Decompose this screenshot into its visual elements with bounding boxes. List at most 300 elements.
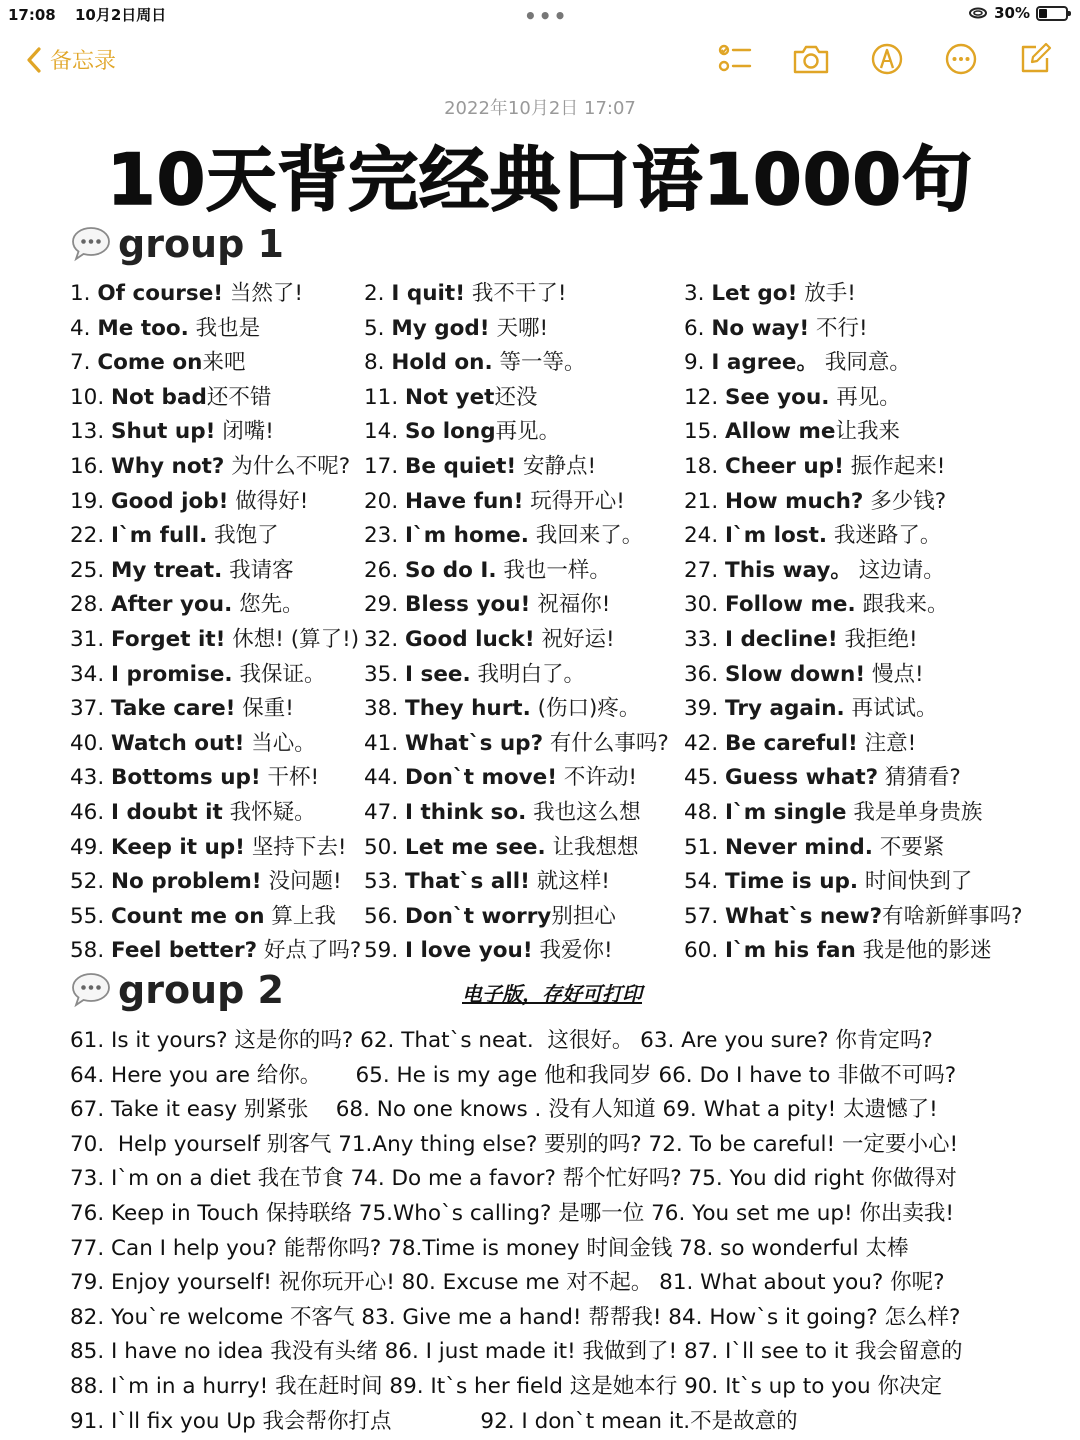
phrase-item bbox=[70, 622, 359, 653]
phrase-english: So long bbox=[405, 419, 496, 445]
phrase-chinese: 当心。 bbox=[244, 730, 316, 756]
phrase-number: 20. bbox=[364, 488, 406, 514]
phrase-number: 11. bbox=[364, 384, 406, 410]
phrase-chinese: 我明白了。 bbox=[470, 661, 585, 687]
phrase-item bbox=[684, 380, 901, 411]
phrase-item bbox=[364, 484, 625, 515]
phrase-number: 51. bbox=[684, 834, 726, 860]
phrase-item bbox=[684, 899, 1023, 930]
status-left bbox=[8, 4, 180, 25]
phrase-item bbox=[364, 899, 616, 930]
phrase-english: Shut up! bbox=[111, 419, 216, 445]
phrase-number: 52. bbox=[70, 869, 112, 895]
chevron-left-icon bbox=[26, 46, 42, 74]
status-time: 17:08 bbox=[8, 6, 56, 24]
group1-title: group 1 bbox=[118, 222, 284, 266]
phrase-number: 36. bbox=[684, 661, 726, 687]
phrase-item bbox=[364, 726, 669, 757]
phrase-row bbox=[0, 726, 1080, 760]
phrase-english: No way! bbox=[711, 315, 810, 341]
link-icon bbox=[968, 6, 988, 20]
phrase-english: My treat. bbox=[111, 557, 223, 583]
phrase-english: Never mind. bbox=[725, 834, 873, 860]
phrase-number: 45. bbox=[684, 765, 726, 791]
phrase-line: 64. Here you are 给你。 65. He is my age 他和我同岁 66. Do I have to 非做不可吗? bbox=[70, 1062, 957, 1088]
phrase-number: 40. bbox=[70, 730, 112, 756]
phrase-row bbox=[0, 276, 1080, 310]
phrase-item bbox=[684, 657, 924, 688]
speech-bubble-icon bbox=[70, 225, 112, 263]
phrase-number: 23. bbox=[364, 523, 406, 549]
phrase-number: 60. bbox=[684, 938, 726, 964]
phrase-item bbox=[70, 899, 336, 930]
phrase-row bbox=[0, 345, 1080, 379]
phrase-item bbox=[364, 830, 639, 861]
phrase-english: Not yet bbox=[405, 384, 495, 410]
phrase-chinese: 再见。 bbox=[495, 419, 561, 445]
phrase-number: 54. bbox=[684, 869, 726, 895]
phrase-item bbox=[70, 449, 350, 480]
phrase-chinese: 天哪! bbox=[489, 315, 549, 341]
phrase-item bbox=[364, 276, 566, 307]
checklist-icon[interactable] bbox=[718, 42, 752, 76]
phrase-english: Let go! bbox=[711, 281, 798, 306]
phrase-line: 67. Take it easy 别紧张 68. No one knows . 没有人知道 69. What a pity! 太遗憾了! bbox=[70, 1097, 938, 1123]
phrase-item bbox=[70, 518, 279, 549]
phrase-chinese: 注意! bbox=[857, 730, 917, 756]
phrase-number: 30. bbox=[684, 592, 726, 618]
phrase-item bbox=[684, 276, 856, 307]
phrase-line: 76. Keep in Touch 保持联络 75.Who`s calling? 是哪一位 76. You set me up! 你出卖我! bbox=[70, 1201, 955, 1226]
phrase-number: 6. bbox=[684, 315, 712, 341]
phrase-chinese: 我是单身贵族 bbox=[846, 800, 983, 825]
phrase-item bbox=[364, 449, 596, 480]
phrase-line: 79. Enjoy yourself! 祝你玩开心! 80. Excuse me 对不起。 81. What about you? 你呢? bbox=[70, 1270, 945, 1296]
phrase-chinese: 再试试。 bbox=[844, 696, 938, 722]
back-button[interactable] bbox=[26, 44, 116, 75]
phrase-line: 91. I`ll fix you Up 我会帮你打点 92. I don`t mean it.不是故意的 bbox=[70, 1408, 798, 1434]
phrase-number: 31. bbox=[70, 627, 112, 652]
phrase-number: 3. bbox=[684, 281, 712, 306]
phrase-english: Allow me bbox=[725, 419, 836, 445]
phrase-row bbox=[0, 933, 1080, 967]
phrase-chinese: 我回来了。 bbox=[528, 523, 644, 549]
phrase-english: So do I. bbox=[405, 557, 497, 583]
phrase-english: My god! bbox=[391, 315, 490, 341]
phrase-chinese: 振作起来! bbox=[843, 454, 946, 479]
phrase-english: Bless you! bbox=[405, 592, 531, 618]
phrase-chinese: 算上我 bbox=[264, 903, 336, 929]
phrase-chinese: 别担心 bbox=[551, 903, 616, 929]
phrase-row bbox=[0, 553, 1080, 587]
phrase-english: I`m lost. bbox=[725, 523, 828, 549]
phrase-chinese: 我也是 bbox=[188, 315, 261, 341]
phrase-number: 43. bbox=[70, 765, 112, 791]
phrase-english: Cheer up! bbox=[725, 454, 844, 479]
back-label: 备忘录 bbox=[50, 49, 117, 74]
phrase-number: 46. bbox=[70, 800, 112, 825]
phrase-number: 42. bbox=[684, 730, 726, 756]
phrase-chinese: 为什么不呢? bbox=[224, 454, 351, 479]
phrase-item bbox=[364, 518, 643, 549]
phrase-english: Follow me. bbox=[725, 592, 856, 618]
phrase-row bbox=[0, 760, 1080, 794]
phrase-english: I love you! bbox=[405, 938, 533, 964]
phrase-english: I see. bbox=[405, 661, 471, 687]
phrase-english: Don`t move! bbox=[405, 765, 558, 791]
phrase-number: 55. bbox=[70, 903, 112, 929]
phrase-english: Good luck! bbox=[405, 627, 535, 652]
phrase-english: Slow down! bbox=[725, 661, 866, 687]
phrase-number: 50. bbox=[364, 834, 406, 860]
phrase-chinese: 这边请。 bbox=[851, 557, 945, 583]
phrase-number: 25. bbox=[70, 557, 112, 583]
phrase-item bbox=[364, 553, 611, 584]
phrase-item bbox=[70, 414, 274, 445]
phrase-row bbox=[0, 449, 1080, 483]
phrase-item bbox=[684, 518, 941, 549]
phrase-chinese: 就这样! bbox=[529, 869, 610, 895]
phrase-number: 48. bbox=[684, 800, 726, 825]
phrase-chinese: 不许动! bbox=[557, 765, 638, 791]
note-timestamp: 2022年10月2日 17:07 bbox=[444, 98, 636, 119]
phrase-number: 53. bbox=[364, 869, 406, 895]
phrase-number: 8. bbox=[364, 350, 392, 376]
phrase-item bbox=[70, 830, 346, 861]
phrase-chinese: 没问题! bbox=[261, 869, 342, 895]
phrase-chinese: 时间快到了 bbox=[858, 869, 973, 895]
phrase-chinese: 不要紧 bbox=[872, 834, 945, 860]
phrase-item bbox=[684, 622, 918, 653]
phrase-english: Of course! bbox=[97, 281, 224, 306]
phrase-english: After you. bbox=[111, 592, 233, 618]
phrase-english: Bottoms up! bbox=[111, 765, 261, 791]
phrase-chinese: 安静点! bbox=[516, 454, 597, 479]
phrase-number: 24. bbox=[684, 523, 726, 549]
compose-icon[interactable] bbox=[1018, 42, 1052, 76]
phrase-chinese: (伤口)疼。 bbox=[530, 696, 641, 722]
phrase-item bbox=[70, 795, 316, 826]
phrase-english: Good job! bbox=[111, 488, 229, 514]
phrase-item bbox=[684, 760, 961, 791]
phrase-chinese: 我也一样。 bbox=[496, 557, 611, 583]
phrase-item bbox=[364, 691, 640, 722]
phrase-item bbox=[364, 311, 548, 342]
phrase-item bbox=[70, 380, 271, 411]
phrase-english: I doubt it bbox=[111, 800, 223, 825]
phrase-chinese: 我同意。 bbox=[818, 350, 911, 376]
phrase-item bbox=[684, 484, 946, 515]
phrase-number: 41. bbox=[364, 730, 406, 756]
phrase-number: 26. bbox=[364, 557, 406, 583]
phrase-row bbox=[0, 518, 1080, 552]
phrase-number: 7. bbox=[70, 350, 98, 376]
phrase-number: 34. bbox=[70, 661, 112, 687]
phrase-number: 59. bbox=[364, 938, 406, 964]
phrase-item bbox=[684, 795, 982, 826]
phrase-item bbox=[684, 414, 900, 445]
phrase-row bbox=[0, 899, 1080, 933]
phrase-chinese: 我拒绝! bbox=[837, 627, 918, 652]
phrase-item bbox=[684, 553, 945, 584]
group2-title: group 2 bbox=[118, 968, 284, 1012]
phrase-item bbox=[684, 345, 911, 376]
phrase-row bbox=[0, 795, 1080, 829]
phrase-item bbox=[364, 864, 610, 895]
phrase-english: I`m his fan bbox=[725, 938, 856, 964]
phrase-item bbox=[684, 864, 972, 895]
phrase-number: 39. bbox=[684, 696, 726, 722]
phrase-line: 88. I`m in a hurry! 我在赶时间 89. It`s her field 这是她本行 90. It`s up to you 你决定 bbox=[70, 1374, 943, 1399]
phrase-row bbox=[0, 380, 1080, 414]
phrase-item bbox=[684, 933, 992, 964]
phrase-english: This way。 bbox=[725, 557, 852, 583]
status-right bbox=[968, 4, 1068, 22]
phrase-item bbox=[70, 657, 325, 688]
phrase-english: I decline! bbox=[725, 627, 838, 652]
phrase-number: 49. bbox=[70, 834, 112, 860]
phrase-chinese: 祝好运! bbox=[534, 627, 615, 652]
phrase-row bbox=[0, 864, 1080, 898]
phrase-number: 10. bbox=[70, 384, 112, 410]
phrase-english: See you. bbox=[725, 384, 830, 410]
phrase-chinese: 我保证。 bbox=[232, 661, 326, 687]
phrase-number: 32. bbox=[364, 627, 406, 652]
phrase-english: Time is up. bbox=[725, 869, 859, 895]
phrase-number: 22. bbox=[70, 523, 112, 549]
phrase-english: Take care! bbox=[111, 696, 236, 722]
speech-bubble-icon bbox=[70, 971, 112, 1009]
phrase-number: 57. bbox=[684, 903, 726, 929]
phrase-line: 61. Is it yours? 这是你的吗? 62. That`s neat. 这很好。 63. Are you sure? 你肯定吗? bbox=[70, 1028, 933, 1053]
phrase-number: 5. bbox=[364, 315, 392, 341]
phrase-english: Come on bbox=[97, 350, 203, 376]
phrase-chinese: 我饱了 bbox=[207, 523, 279, 549]
phrase-chinese: 保重! bbox=[235, 696, 294, 722]
phrase-english: I`m home. bbox=[405, 523, 529, 549]
phrase-chinese: 跟我来。 bbox=[855, 592, 949, 618]
phrase-item bbox=[70, 864, 342, 895]
phrase-item bbox=[364, 657, 585, 688]
battery-percent: 30% bbox=[994, 4, 1030, 22]
phrase-chinese: 闭嘴! bbox=[215, 419, 274, 445]
phrase-item bbox=[364, 345, 585, 376]
phrase-item bbox=[684, 726, 916, 757]
phrase-number: 21. bbox=[684, 488, 726, 514]
phrase-english: Count me on bbox=[111, 903, 265, 929]
phrase-number: 18. bbox=[684, 454, 726, 479]
battery-fill bbox=[1039, 9, 1047, 18]
phrase-chinese: 我请客 bbox=[222, 557, 294, 583]
phrase-number: 16. bbox=[70, 454, 112, 479]
phrase-chinese: 我爱你! bbox=[532, 938, 613, 964]
phrase-english: I think so. bbox=[405, 800, 527, 825]
phrase-item bbox=[684, 691, 938, 722]
phrase-number: 33. bbox=[684, 627, 726, 652]
camera-icon[interactable] bbox=[792, 42, 830, 76]
phrase-item bbox=[70, 553, 294, 584]
phrase-english: Try again. bbox=[725, 696, 845, 722]
phrase-line: 73. I`m on a diet 我在节食 74. Do me a favor? 帮个忙好吗? 75. You did right 你做得对 bbox=[70, 1166, 957, 1192]
phrase-item bbox=[364, 795, 641, 826]
phrase-number: 35. bbox=[364, 661, 406, 687]
phrase-row bbox=[0, 587, 1080, 621]
phrase-row bbox=[0, 691, 1080, 725]
phrase-chinese: 我怀疑。 bbox=[222, 800, 316, 825]
phrase-row bbox=[0, 657, 1080, 691]
phrase-chinese: 多少钱? bbox=[863, 488, 947, 514]
phrase-english: Not bad bbox=[111, 384, 207, 410]
phrase-number: 15. bbox=[684, 419, 726, 445]
phrase-item bbox=[70, 587, 304, 618]
phrase-chinese: 慢点! bbox=[865, 661, 924, 687]
phrase-number: 27. bbox=[684, 557, 726, 583]
more-options-icon[interactable] bbox=[944, 42, 978, 76]
phrase-item bbox=[364, 760, 637, 791]
phrase-english: Don`t worry bbox=[405, 903, 552, 929]
phrase-chinese: 我是他的影迷 bbox=[855, 938, 992, 964]
phrase-item bbox=[364, 622, 615, 653]
phrase-number: 29. bbox=[364, 592, 406, 618]
phrase-english: Guess what? bbox=[725, 765, 879, 791]
phrase-number: 44. bbox=[364, 765, 406, 791]
phrase-item bbox=[70, 726, 316, 757]
phrase-item bbox=[684, 587, 948, 618]
phrase-item bbox=[70, 933, 361, 964]
phrase-english: How much? bbox=[725, 488, 864, 514]
phrase-english: No problem! bbox=[111, 869, 262, 895]
print-note: 电子版，存好可打印 bbox=[462, 982, 642, 1006]
phrase-chinese: 来吧 bbox=[202, 350, 246, 376]
phrase-chinese: 坚持下去! bbox=[245, 834, 347, 860]
phrase-number: 58. bbox=[70, 938, 112, 964]
phrase-chinese: 我迷路了。 bbox=[827, 523, 942, 549]
phrase-chinese: 有啥新鲜事吗? bbox=[882, 903, 1023, 929]
phrase-chinese: 祝福你! bbox=[530, 592, 611, 618]
phrase-english: I promise. bbox=[111, 661, 233, 687]
phrase-chinese: 让我想想 bbox=[545, 834, 639, 860]
phrase-number: 9. bbox=[684, 350, 712, 376]
phrase-number: 19. bbox=[70, 488, 112, 514]
phrase-line: 85. I have no idea 我没有头绪 86. I just made it! 我做到了! 87. I`ll see to it 我会留意的 bbox=[70, 1339, 963, 1365]
phrase-number: 47. bbox=[364, 800, 406, 825]
phrase-chinese: 休想! (算了!) bbox=[225, 627, 360, 652]
status-bar bbox=[0, 0, 1080, 30]
phrase-item bbox=[364, 933, 613, 964]
phrase-chinese: 做得好! bbox=[228, 488, 309, 514]
phrase-english: I`m single bbox=[725, 800, 847, 825]
phrase-english: Forget it! bbox=[111, 627, 226, 652]
phrase-row bbox=[0, 622, 1080, 656]
phrase-item bbox=[684, 449, 945, 480]
phrase-number: 37. bbox=[70, 696, 112, 722]
phrase-item bbox=[364, 587, 610, 618]
phrase-number: 28. bbox=[70, 592, 112, 618]
phrase-item bbox=[684, 830, 944, 861]
phrase-english: Be quiet! bbox=[405, 454, 517, 479]
phrase-chinese: 干杯! bbox=[260, 765, 320, 791]
phrase-chinese: 好点了吗? bbox=[257, 938, 362, 964]
phrase-english: Be careful! bbox=[725, 730, 858, 756]
phrase-chinese: 我不干了! bbox=[465, 281, 567, 306]
phrase-number: 4. bbox=[70, 315, 98, 341]
phrase-chinese: 猜猜看? bbox=[878, 765, 961, 791]
phrase-line: 77. Can I help you? 能帮你吗? 78.Time is money 时间金钱 78. so wonderful 太棒 bbox=[70, 1235, 909, 1261]
phrase-row bbox=[0, 414, 1080, 448]
phrase-number: 12. bbox=[684, 384, 726, 410]
phrase-english: Have fun! bbox=[405, 488, 524, 514]
phrase-chinese: 您先。 bbox=[232, 592, 304, 618]
phrase-row bbox=[0, 830, 1080, 864]
phrase-chinese: 放手! bbox=[797, 281, 856, 306]
phrase-chinese: 不行! bbox=[809, 315, 868, 341]
phrase-chinese: 还不错 bbox=[206, 384, 272, 410]
phrase-english: That`s all! bbox=[405, 869, 530, 895]
phrase-chinese: 玩得开心! bbox=[523, 488, 625, 514]
phrase-number: 56. bbox=[364, 903, 406, 929]
nav-bar bbox=[0, 38, 1080, 84]
group1-header bbox=[70, 222, 284, 266]
phrase-item bbox=[70, 760, 319, 791]
phrase-english: Watch out! bbox=[111, 730, 245, 756]
phrase-number: 17. bbox=[364, 454, 406, 479]
phrase-chinese: 让我来 bbox=[835, 419, 901, 445]
phrase-number: 1. bbox=[70, 281, 98, 306]
phrase-chinese: 等一等。 bbox=[492, 350, 586, 376]
note-title[interactable]: 10天背完经典口语1000句 bbox=[106, 139, 974, 221]
phrase-row bbox=[0, 484, 1080, 518]
phrase-item bbox=[684, 311, 868, 342]
phrase-number: 2. bbox=[364, 281, 392, 306]
phrase-chinese: 有什么事吗? bbox=[543, 730, 669, 756]
phrase-english: I agree。 bbox=[711, 350, 819, 376]
phrase-english: I quit! bbox=[391, 281, 465, 306]
battery-icon bbox=[1036, 6, 1068, 21]
phrase-english: Why not? bbox=[111, 454, 225, 479]
phrase-line: 82. You`re welcome 不客气 83. Give me a hand! 帮帮我! 84. How`s it going? 怎么样? bbox=[70, 1304, 961, 1330]
phrase-item bbox=[364, 380, 537, 411]
phrase-english: Let me see. bbox=[405, 834, 546, 860]
phrase-number: 38. bbox=[364, 696, 406, 722]
phrase-item bbox=[70, 484, 308, 515]
phrase-line: 70. Help yourself 别客气 71.Any thing else? 要别的吗? 72. To be careful! 一定要小心! bbox=[70, 1131, 959, 1157]
phrase-english: Feel better? bbox=[111, 938, 258, 964]
phrase-item bbox=[70, 276, 303, 307]
phrase-item bbox=[364, 414, 560, 445]
phrase-chinese: 当然了! bbox=[223, 281, 304, 306]
phrase-item bbox=[70, 311, 260, 342]
phrase-english: They hurt. bbox=[405, 696, 531, 722]
phrase-number: 13. bbox=[70, 419, 112, 445]
markup-pen-icon[interactable] bbox=[870, 42, 904, 76]
status-date: 10月2日周日 bbox=[74, 6, 167, 24]
phrase-english: Hold on. bbox=[391, 350, 493, 376]
toolbar bbox=[718, 42, 1052, 76]
multitask-dots-icon[interactable]: ••• bbox=[524, 4, 569, 28]
phrase-item bbox=[70, 345, 245, 376]
group2-header bbox=[70, 968, 284, 1012]
phrase-item bbox=[70, 691, 294, 722]
phrase-english: I`m full. bbox=[111, 523, 208, 549]
phrase-row bbox=[0, 311, 1080, 345]
phrase-number: 14. bbox=[364, 419, 406, 445]
phrase-english: Me too. bbox=[97, 315, 189, 341]
phrase-chinese: 我也这么想 bbox=[526, 800, 641, 825]
phrase-chinese: 还没 bbox=[494, 384, 538, 410]
phrase-english: What`s up? bbox=[405, 730, 544, 756]
phrase-chinese: 再见。 bbox=[829, 384, 901, 410]
phrase-english: Keep it up! bbox=[111, 834, 245, 860]
